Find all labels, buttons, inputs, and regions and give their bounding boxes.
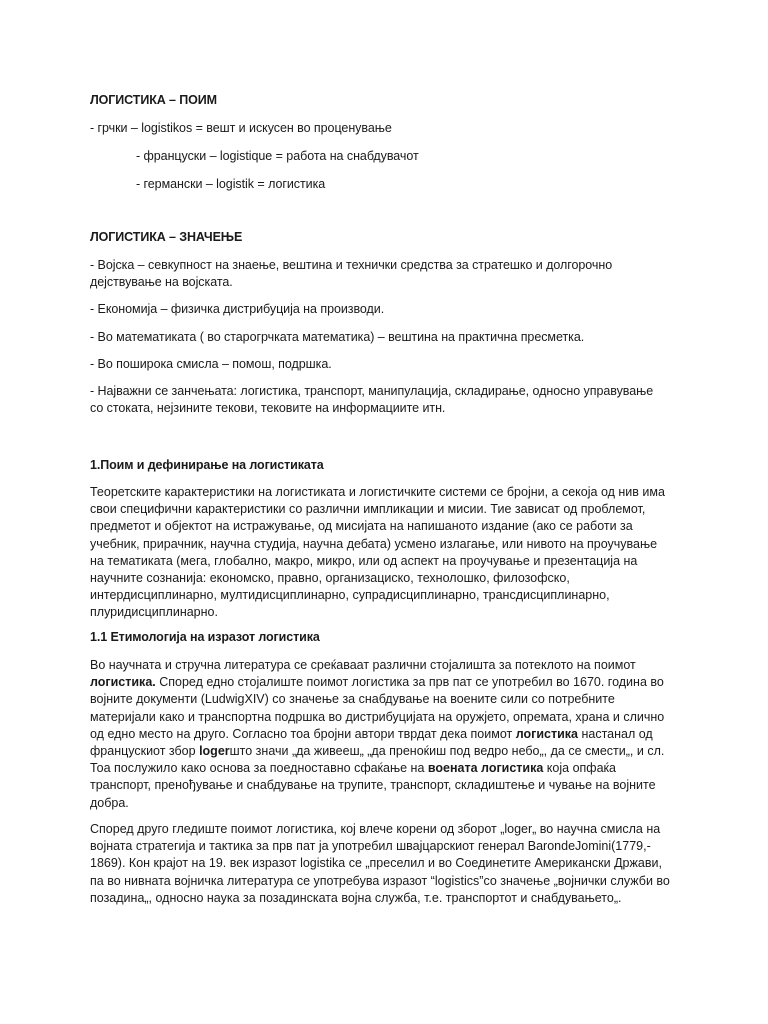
paragraph-line: плуридисциплинарно. xyxy=(90,605,218,620)
section-title-poim: ЛОГИСТИКА – ПОИМ xyxy=(90,93,217,107)
paragraph-line: учебник, прирачник, научна студија, научна дебата) усмено излагање, или нивото на проучување xyxy=(90,536,658,551)
bold-term: логистика xyxy=(515,726,578,741)
paragraph-line: добра. xyxy=(90,795,129,810)
paragraph-line xyxy=(90,674,702,691)
bold-term: loger xyxy=(199,744,230,759)
paragraph-line: позадина„, односно наука за позадинската војна служба, т.е. транспортот и снабдувањето„. xyxy=(90,890,622,905)
inline-text: од едно место на друго. Согласно тоа бројни автори тврдат дека поимот xyxy=(90,726,516,741)
paragraph-line: предметот и објектот на истражување, од мисијата на напишаното издание (ако се работи за xyxy=(90,519,633,534)
paragraph-line xyxy=(90,743,702,760)
paragraph-line: 1869). Кон крајот на 19. век изразот logistika се „преселил и во Соединетите Американски Држави, xyxy=(90,856,662,871)
paragraph-etimologija-2 xyxy=(90,821,702,907)
inline-text: која опфаќа xyxy=(543,761,616,776)
text-line-key-1: - Најважни се занчењата: логистика, транспорт, манипулација, складирање, односно управување xyxy=(90,384,654,398)
paragraph-line: Според друго гледиште поимот логистика, кој влече корени од зборот „loger„ во научна смисла на xyxy=(90,822,661,836)
paragraph-line: интердисциплинарно, мултидисциплинарно, супрадисциплинарно, трансдисциплинарно, xyxy=(90,588,610,603)
text-line-broad: - Во поширока смисла – помош, подршка. xyxy=(90,357,332,371)
section-title-definiranje: 1.Поим и дефинирање на логистиката xyxy=(90,458,324,472)
paragraph-line: војните документи (LudwigXIV) со значење за снабдување на воените сили со потребните xyxy=(90,692,615,707)
inline-text: Тоа послужило како основа за поедноставно сфаќање на xyxy=(90,761,428,776)
text-line-key-2: со стоката, нејзините текови, тековите на информациите итн. xyxy=(90,401,446,415)
paragraph-line xyxy=(90,760,702,777)
inline-text: францускиот збор xyxy=(90,744,200,759)
paragraph-definiranje xyxy=(90,484,702,622)
text-line-army-2: дејствување на војската. xyxy=(90,275,233,289)
inline-text: настанал од xyxy=(578,726,653,741)
paragraph-line: транспорт, пренођување и снабдување на трупите, транспорт, складиштење и чување на војните xyxy=(90,778,656,793)
paragraph-line xyxy=(90,726,702,743)
paragraph-line: на тематиката (мега, глобално, макро, микро, или од аспект на проучување и презентација на xyxy=(90,553,638,568)
text-line-greek: - грчки – logistikos = вешт и искусен во проценување xyxy=(90,121,392,135)
text-line-math: - Во математиката ( во старогрчката математика) – вештина на практична пресметка. xyxy=(90,330,585,344)
paragraph-line: материјали како и транспортна подршка во дистрибуцијата на оружјето, опремата, храна и слично xyxy=(90,709,665,724)
inline-text: Според едно стојалиште поимот логистика за прв пат се употребил во 1670. година во xyxy=(155,675,664,690)
bold-term: логистика. xyxy=(90,675,156,690)
paragraph-line: Теоретските карактеристики на логистиката и логистичките системи се бројни, а секоја од нив има xyxy=(90,485,665,499)
paragraph-line: научните сознанија: економско, правно, организациско, технолошко, филозофско, xyxy=(90,571,570,586)
paragraph-line: па во нивната војничка литература се употребува изразот “logistics”со значење „војнички служби во xyxy=(90,873,670,888)
section-title-znachenje: ЛОГИСТИКА – ЗНАЧЕЊЕ xyxy=(90,230,243,244)
bold-term: воената логистика xyxy=(427,761,544,776)
text-line-economy: - Економија – физичка дистрибуција на производи. xyxy=(90,302,385,316)
paragraph-line: свои специфични карактеристики со различни импликации и мисии. Тие зависат од проблемот, xyxy=(90,502,646,517)
section-title-etimologija: 1.1 Етимологија на изразот логистика xyxy=(90,630,320,644)
text-line-french: - француски – logistique = работа на снабдувачот xyxy=(136,149,419,163)
paragraph-line: Во научната и стручна литература се среќаваат различни стојалишта за потеклото на поимот xyxy=(90,658,636,672)
paragraph-line: војната стратегија и тактика за прв пат ја употребил швајцарскиот генерал BarondeJomini(1779,- xyxy=(90,839,651,854)
text-line-german: - германски – logistik = логистика xyxy=(136,177,326,191)
paragraph-etimologija-1 xyxy=(90,657,702,812)
text-line-army-1: - Војска – севкупност на знаење, вештина и технички средства за стратешко и долгорочно xyxy=(90,258,613,272)
inline-text: што значи „да живееш„ „да преноќиш под ведро небо„, да се смести„, и сл. xyxy=(229,744,665,759)
